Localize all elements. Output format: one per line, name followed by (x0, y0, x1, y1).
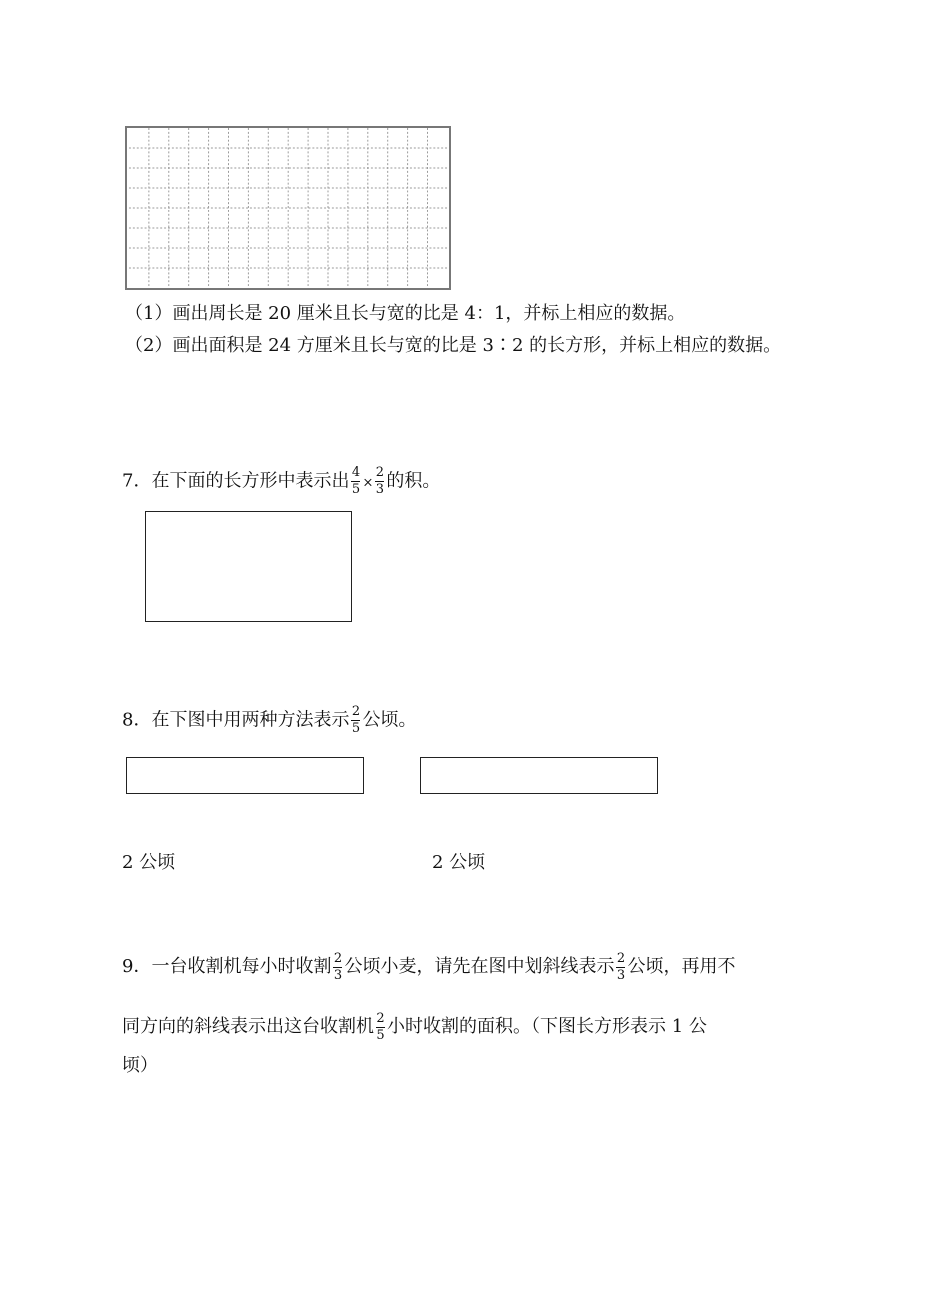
q7-frac1-denominator: 5 (351, 482, 361, 497)
q7-frac2-numerator: 2 (375, 465, 384, 480)
q9-fraction-1 (333, 952, 342, 983)
q7-prompt (122, 466, 440, 499)
q8-frac-denominator: 5 (351, 721, 361, 736)
q6-part2-text: （2）画出面积是 24 方厘米且长与宽的比是 3∶2 的长方形，并标上相应的数据。 (125, 335, 782, 356)
q8-fraction (351, 705, 360, 736)
q8-prompt (122, 705, 416, 736)
q7-number: 7． (122, 470, 152, 492)
q9-text-1c: 公顷，再用不 (627, 956, 736, 977)
q8-frac-numerator: 2 (351, 704, 361, 719)
q7-rectangle[interactable] (145, 511, 352, 622)
q9-fraction-3 (376, 1012, 385, 1043)
q7-times-sign: × (362, 475, 374, 491)
q9-fraction-2 (616, 952, 625, 983)
q9-text-1a: 一台收割机每小时收割 (151, 956, 332, 977)
q9-text-2a: 同方向的斜线表示出这台收割机 (122, 1016, 374, 1037)
q9-line-2 (122, 1011, 707, 1043)
q7-frac2-denominator: 3 (375, 482, 384, 497)
q9-frac1-numerator: 2 (333, 950, 343, 966)
q9-number: 9． (122, 956, 152, 977)
q7-text-after: 的积。 (386, 470, 441, 492)
q7-fraction-1 (351, 466, 360, 497)
q7-fraction-2 (375, 466, 384, 497)
q6-part1-text: （1）画出周长是 20 厘米且长与宽的比是 4：1，并标上相应的数据。 (125, 303, 686, 324)
q9-frac2-denominator: 3 (616, 967, 626, 983)
q7-text-before: 在下面的长方形中表示出 (151, 470, 350, 492)
q9-text-1b: 公顷小麦，请先在图中划斜线表示 (344, 956, 615, 977)
q9-frac1-denominator: 3 (333, 967, 343, 983)
q9-text-2b: 小时收割的面积。（下图长方形表示 1 公 (387, 1016, 707, 1037)
q9-frac3-denominator: 5 (376, 1027, 385, 1043)
q9-frac2-numerator: 2 (616, 950, 626, 966)
q8-label-right: 2 公顷 (432, 852, 486, 873)
q8-text-after: 公顷。 (362, 709, 417, 731)
q9-frac3-numerator: 2 (376, 1010, 385, 1026)
q8-text-before: 在下图中用两种方法表示 (151, 709, 350, 731)
q8-number: 8． (122, 709, 152, 731)
square-grid-figure (125, 126, 451, 290)
q7-frac1-numerator: 4 (351, 465, 361, 480)
q9-line-3: 顷） (122, 1055, 158, 1076)
q8-rectangle-left[interactable] (126, 757, 364, 794)
q9-line-1 (122, 951, 735, 983)
q8-rectangle-right[interactable] (420, 757, 658, 794)
q8-label-left: 2 公顷 (122, 852, 176, 873)
